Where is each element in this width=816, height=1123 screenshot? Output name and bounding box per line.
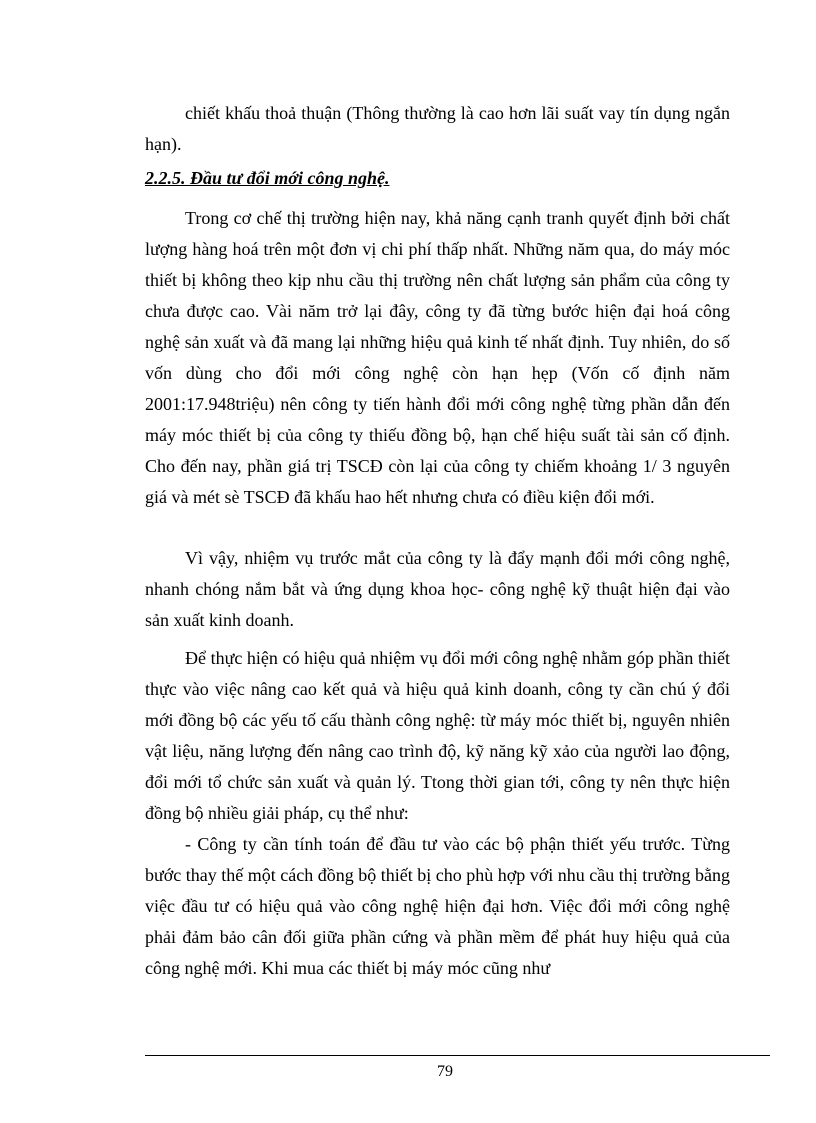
section-heading: 2.2.5. Đầu tư đổi mới công nghệ. (145, 168, 390, 188)
body-paragraph: Vì vậy, nhiệm vụ trước mắt của công ty là đẩy mạnh đổi mới công nghệ, nhanh chóng nắm bắt và ứng dụng khoa học- công nghệ kỹ thuật hiện đại vào sản xuất kinh doanh. (145, 548, 730, 630)
body-paragraph: Trong cơ chế thị trường hiện nay, khả năng cạnh tranh quyết định bởi chất lượng hàng hoá trên một đơn vị chi phí thấp nhất. Những năm qua, do máy móc thiết bị không theo kịp nhu cầu thị trường nên chất lượng sản phẩm của công ty chưa được cao. Vài năm trở lại đây, công ty đã từng bước hiện đại hoá công nghệ sản xuất và đã mang lại những hiệu quả kinh tế nhất định. Tuy nhiên, do số vốn dùng cho đổi mới công nghệ còn hạn hẹp (Vốn cố định năm 2001:17.948triệu) nên công ty tiến hành đổi mới công nghệ từng phần dẫn đến máy móc thiết bị của công ty thiếu đồng bộ, hạn chế hiệu suất tài sản cố định. Cho đến nay, phần giá trị TSCĐ còn lại của công ty chiếm khoảng 1/ 3 nguyên giá và mét sè TSCĐ đã khấu hao hết nhưng chưa có điều kiện đổi mới. (145, 208, 730, 507)
body-paragraph: - Công ty cần tính toán để đầu tư vào các bộ phận thiết yếu trước. Từng bước thay thế một cách đồng bộ thiết bị cho phù hợp với nhu cầu thị trường bằng việc đầu tư có hiệu quả vào công nghệ hiện đại hơn. Việc đổi mới công nghệ phải đảm bảo cân đối giữa phần cứng và phần mềm để phát huy hiệu quả của công nghệ mới. Khi mua các thiết bị máy móc cũng như (145, 834, 730, 978)
continuation-paragraph: chiết khấu thoả thuận (Thông thường là cao hơn lãi suất vay tín dụng ngắn hạn). (145, 103, 730, 154)
body-paragraph: Để thực hiện có hiệu quả nhiệm vụ đổi mới công nghệ nhằm góp phần thiết thực vào việc nâng cao kết quả và hiệu quả kinh doanh, công ty cần chú ý đổi mới đồng bộ các yếu tố cấu thành công nghệ: từ máy móc thiết bị, nguyên nhiên vật liệu, năng lượng đến nâng cao trình độ, kỹ năng kỹ xảo của người lao động, đổi mới tổ chức sản xuất và quản lý. Ttong thời gian tới, công ty nên thực hiện đồng bộ nhiều giải pháp, cụ thể như: (145, 648, 730, 823)
page-number: 79 (437, 1063, 453, 1080)
footer-divider (145, 1055, 770, 1056)
